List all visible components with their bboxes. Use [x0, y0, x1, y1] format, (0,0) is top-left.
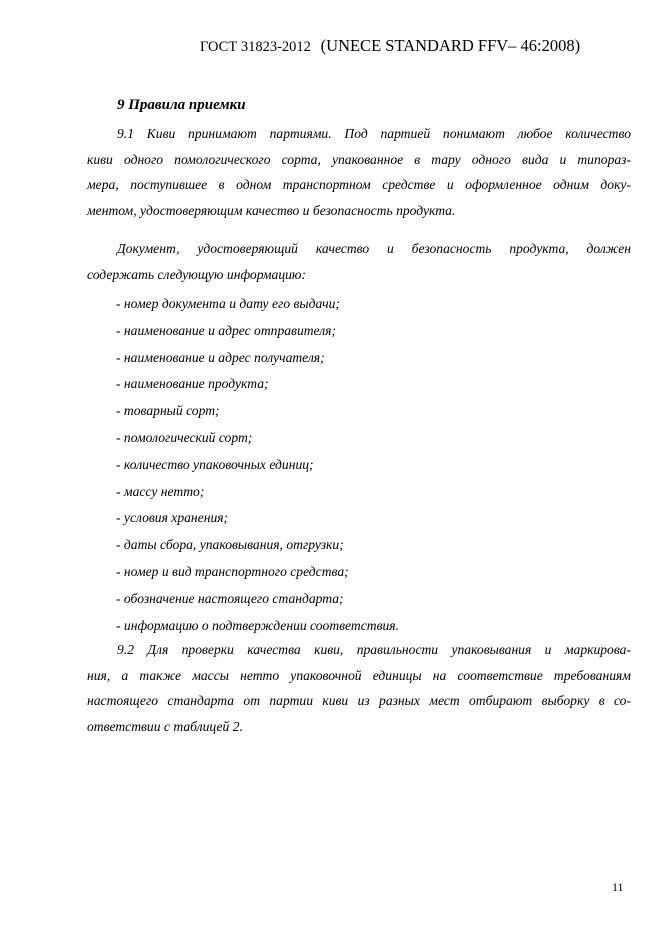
list-item: - номер документа и дату его выдачи; — [116, 296, 340, 311]
paragraph-line: настоящего стандарта от партии киви из разных мест отбирают выборку в со- — [87, 693, 631, 708]
paragraph-line: ответствии с таблицей 2. — [87, 718, 243, 734]
section-title: 9 Правила приемки — [117, 97, 246, 113]
list-item: - условия хранения; — [116, 510, 229, 526]
page-number: 11 — [612, 880, 624, 894]
list-item: - номер и вид транспортного средства; — [116, 563, 349, 579]
paragraph-line: мера, поступившее в одном транспортном средстве и оформленное одним доку- — [87, 177, 631, 192]
paragraph-line: киви одного помологического сорта, упакованное в тару одного вида и типораз- — [87, 151, 631, 167]
unece-standard-reference: (UNECE STANDARD FFV– 46:2008) — [320, 36, 581, 55]
list-item: - наименование и адрес получателя; — [116, 349, 325, 365]
document-header — [200, 36, 620, 56]
gost-number: ГОСТ 31823-2012 — [200, 39, 311, 55]
paragraph-document-info — [87, 236, 631, 287]
list-item: - помологический сорт; — [116, 429, 253, 445]
paragraph-line: 9.2 Для проверки качества киви, правильности упаковывания и маркирова- — [117, 642, 631, 657]
list-item: - массу нетто; — [116, 483, 205, 499]
paragraph-9-1 — [87, 121, 631, 223]
paragraph-line: ния, а также массы нетто упаковочной единицы на соответствие требованиям — [87, 667, 631, 683]
list-item: - количество упаковочных единиц; — [116, 456, 314, 472]
required-info-list — [116, 291, 399, 639]
list-item: - информацию о подтверждении соответствия. — [116, 617, 399, 633]
list-item: - даты сбора, упаковывания, отгрузки; — [116, 537, 344, 553]
paragraph-line: ментом, удостоверяющим качество и безопасность продукта. — [87, 202, 456, 218]
list-item: - наименование продукта; — [116, 376, 269, 392]
paragraph-9-2 — [87, 637, 631, 739]
list-item: - обозначение настоящего стандарта; — [116, 590, 344, 606]
paragraph-line: содержать следующую информацию: — [87, 266, 307, 282]
list-item: - товарный сорт; — [116, 403, 220, 419]
paragraph-line: Документ, удостоверяющий качество и безопасность продукта, должен — [117, 241, 631, 256]
paragraph-line: 9.1 Киви принимают партиями. Под партией понимают любое количество — [117, 126, 631, 141]
list-item: - наименование и адрес отправителя; — [116, 322, 337, 338]
